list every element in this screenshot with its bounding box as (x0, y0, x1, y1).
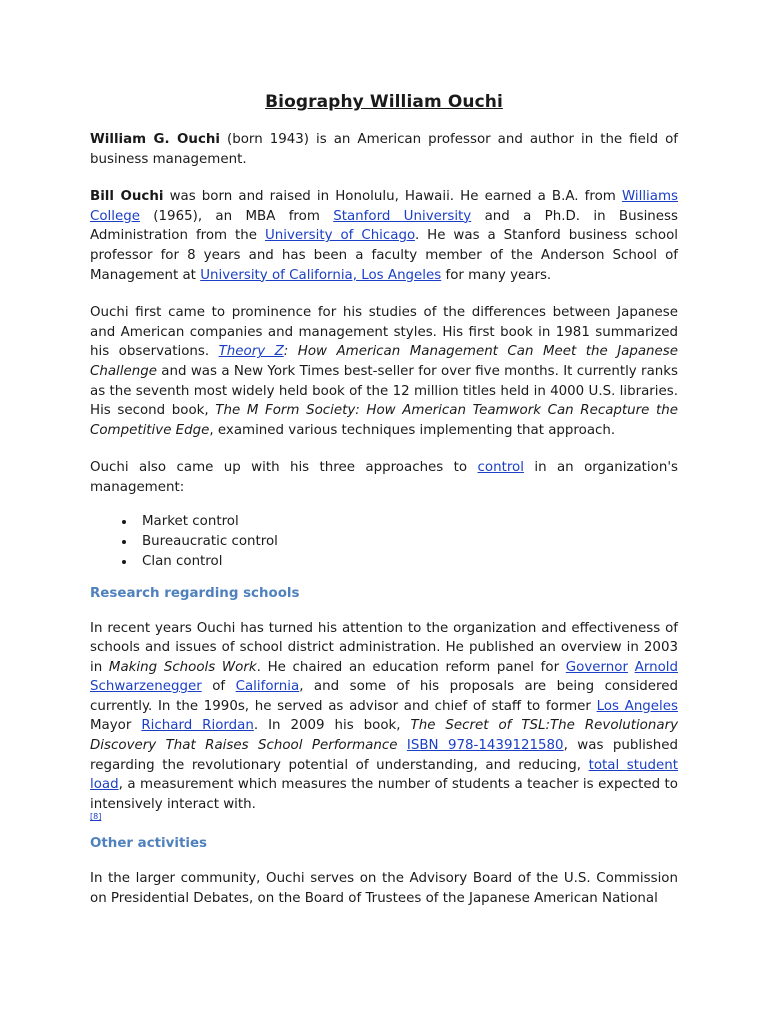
link-los-angeles[interactable]: Los Angeles (596, 698, 678, 714)
book-title-m-form: The M Form Society: How American Teamwork Can Recapture the Competitive Edge (90, 403, 678, 438)
list-item: • Bureaucratic control (136, 532, 678, 552)
list-item: • Market control (136, 512, 678, 532)
section-heading-research: Research regarding schools (90, 585, 300, 601)
prominence-paragraph: Ouchi first came to prominence for his studies of the differences between Japanese and American companies and management styles. His first book in 1981 summarized his observations. Theory Z: How American Management Can Meet the Japanese Challenge and was a New York Times best-seller for over five months. It currently ranks as the seventh most widely held book of the 12 million titles held in 4000 U.S. libraries. His second book, The M Form Society: How American Teamwork Can Recapture the Competitive Edge, examined various techniques implementing that approach. (90, 305, 678, 438)
link-richard-riordan[interactable]: Richard Riordan (141, 718, 254, 734)
control-paragraph: Ouchi also came up with his three approaches to control in an organization's management: (90, 460, 678, 495)
link-california[interactable]: California (235, 679, 300, 695)
research-paragraph: In recent years Ouchi has turned his attention to the organization and effectiveness of schools and issues of school district administration. He published an overview in 2003 in Making Schools Work. He chaired an education reform panel for Governor Arnold Schwarzenegger of California, and some of his proposals are being considered currently. In the 1990s, he served as advisor and chief of staff to former Los Angeles Mayor Richard Riordan. In 2009 his book, The Secret of TSL:The Revolutionary Discovery That Raises School Performance ISBN 978-1439121580, was published regarding the revolutionary potential of understanding, and reducing, total student load, a measurement which measures the number of students a teacher is expected to intensively interact with. [8] (90, 620, 679, 822)
link-university-of-chicago[interactable]: University of Chicago (264, 228, 415, 244)
link-theory-z[interactable]: Theory Z (218, 344, 284, 360)
link-total-student-load[interactable]: total student load (90, 757, 678, 793)
link-isbn[interactable]: ISBN 978-1439121580 (406, 738, 564, 754)
section-heading-other: Other activities (90, 836, 207, 852)
page-title: Biography William Ouchi (265, 92, 503, 112)
reference-link[interactable]: [8] (90, 812, 102, 822)
link-williams-college[interactable]: Williams College (90, 189, 678, 224)
link-control[interactable]: control (477, 460, 524, 476)
education-paragraph: Bill Ouchi was born and raised in Honolulu, Hawaii. He earned a B.A. from Williams College (1965), an MBA from Stanford University and a Ph.D. in Business Administration from the University of Chicago. He was a Stanford business school professor for 8 years and has been a faculty member of the Anderson School of Management at University of California, Los Angeles for many years. (90, 189, 678, 283)
community-paragraph: In the larger community, Ouchi serves on the Advisory Board of the U.S. Commission on Presidential Debates, on the Board of Trustees of the Japanese American National (90, 871, 678, 907)
link-arnold-schwarzenegger[interactable]: Arnold Schwarzenegger (90, 659, 678, 695)
subject-nickname: Bill Ouchi (90, 189, 164, 205)
subject-name: William G. Ouchi (90, 132, 220, 147)
list-item: • Clan control (136, 552, 678, 572)
link-ucla[interactable]: University of California, Los Angeles (200, 267, 442, 283)
link-stanford-university[interactable]: Stanford University (333, 208, 472, 224)
link-governor[interactable]: Governor (565, 659, 628, 675)
control-approaches-list (90, 512, 678, 572)
intro-paragraph: William G. Ouchi (born 1943) is an American professor and author in the field of business management. (90, 132, 678, 167)
